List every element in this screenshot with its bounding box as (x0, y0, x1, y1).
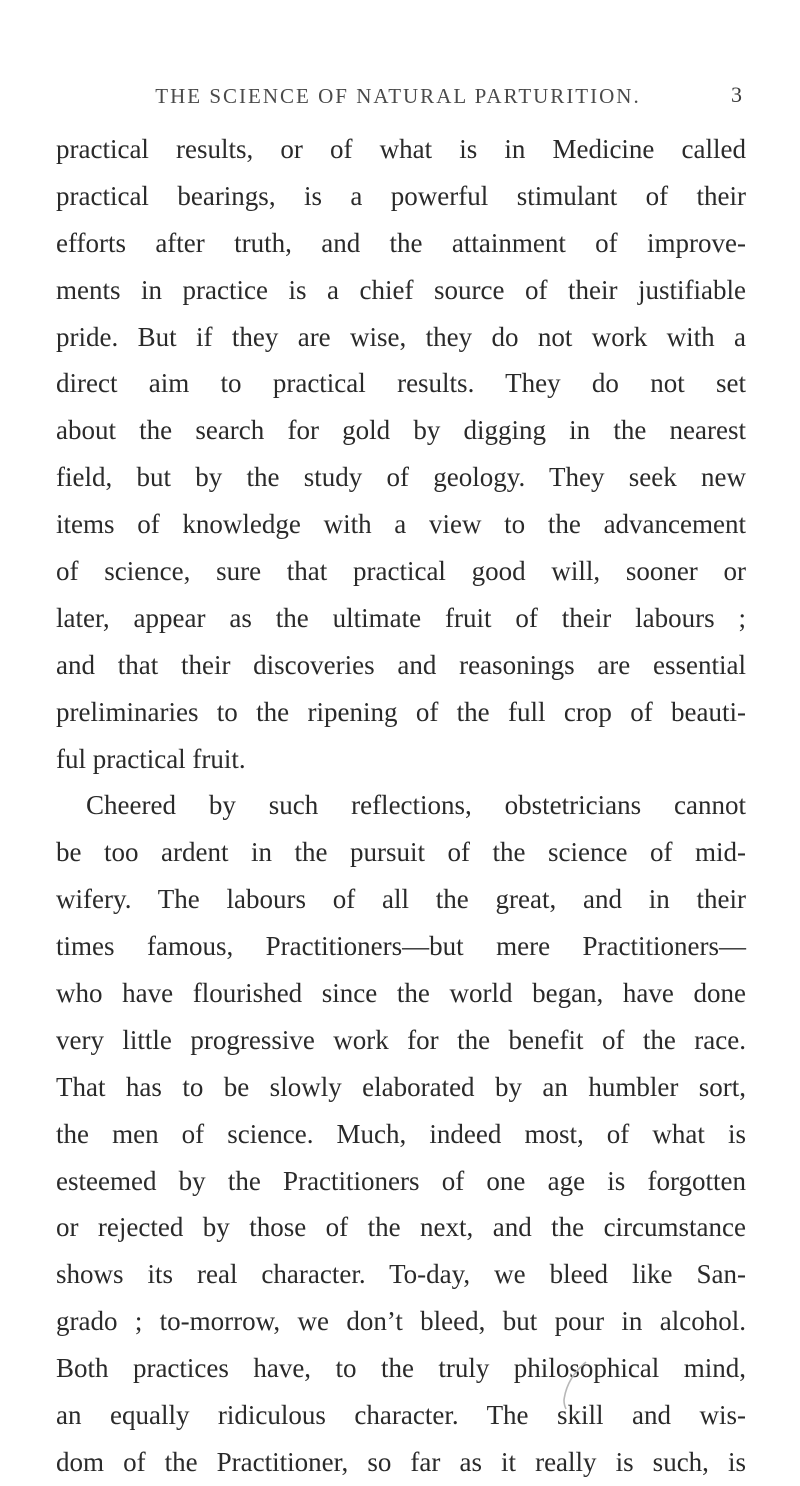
page-number: 3 (731, 82, 742, 107)
text-line: and that their discoveries and reasonings are essential (56, 649, 746, 680)
body-text (56, 126, 746, 1486)
text-line: an equally ridiculous character. The skill and wis- (56, 1400, 746, 1431)
text-line: the men of science. Much, indeed most, of what is (56, 1118, 746, 1149)
text-line: or rejected by those of the next, and the circumstance (56, 1212, 746, 1243)
text-line: be too ardent in the pursuit of the science of mid- (56, 837, 746, 868)
pencil-mark-icon (560, 1360, 590, 1410)
text-line: ful practical fruit. (56, 743, 246, 774)
text-line: wifery. The labours of all the great, and in their (56, 884, 746, 915)
text-line: about the search for gold by digging in the nearest (56, 415, 746, 446)
text-line: direct aim to practical results. They do not set (56, 368, 746, 399)
text-line: dom of the Practitioner, so far as it really is such, is (56, 1446, 746, 1477)
text-line: That has to be slowly elaborated by an humbler sort, (56, 1071, 746, 1102)
text-line: pride. But if they are wise, they do not work with a (56, 321, 746, 352)
text-line: Cheered by such reflections, obstetricians cannot (86, 790, 746, 821)
text-line: esteemed by the Practitioners of one age is forgotten (56, 1165, 746, 1196)
text-line: shows its real character. To-day, we bleed like San- (56, 1259, 746, 1290)
text-line: of science, sure that practical good will, sooner or (56, 556, 746, 587)
text-line: grado ; to-morrow, we don’t bleed, but pour in alcohol. (56, 1306, 746, 1337)
text-line: times famous, Practitioners—but mere Practitioners— (56, 931, 746, 962)
text-line: who have flourished since the world began, have done (56, 978, 746, 1009)
text-line: field, but by the study of geology. They seek new (56, 462, 746, 493)
running-head: THE SCIENCE OF NATURAL PARTURITION. (155, 84, 641, 108)
text-line: ments in practice is a chief source of their justifiable (56, 274, 746, 305)
text-line: practical results, or of what is in Medicine called (56, 134, 746, 164)
text-line: later, appear as the ultimate fruit of their labours ; (56, 602, 746, 633)
text-line: practical bearings, is a powerful stimulant of their (56, 180, 746, 211)
text-line: very little progressive work for the benefit of the race. (56, 1024, 746, 1055)
text-line: Both practices have, to the truly philosophical mind, (56, 1353, 746, 1384)
text-line: preliminaries to the ripening of the full crop of beauti- (56, 696, 746, 727)
text-line: efforts after truth, and the attainment of improve- (56, 227, 746, 258)
text-line: items of knowledge with a view to the advancement (56, 509, 746, 540)
